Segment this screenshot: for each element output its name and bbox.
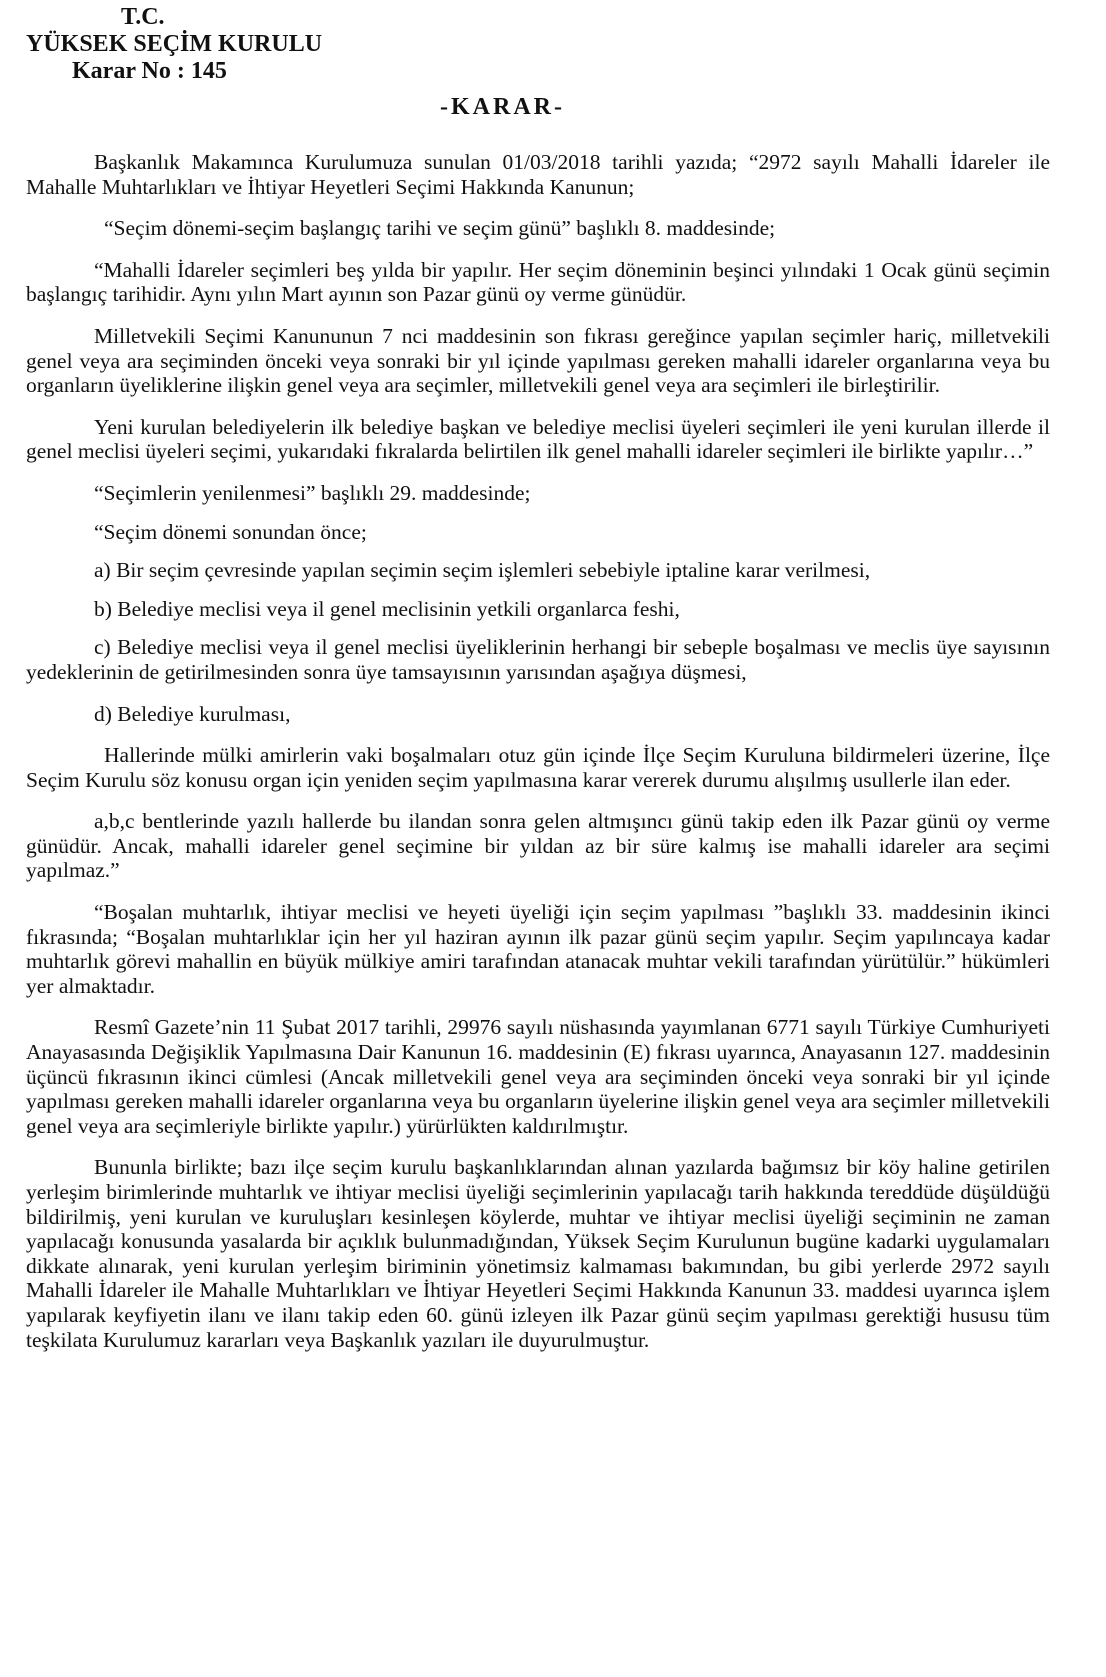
paragraph: “Mahalli İdareler seçimleri beş yılda bir yapılır. Her seçim döneminin beşinci yılındaki 1 Ocak günü seçimin başlangıç tarihidir. Aynı yılın Mart ayının son Pazar günü oy verme günüdür. [26,257,1050,307]
paragraph: “Seçim dönemi-seçim başlangıç tarihi ve seçim günü” başlıklı 8. maddesinde; [104,216,776,241]
decision-body [26,150,1050,1369]
paragraph: Bununla birlikte; bazı ilçe seçim kurulu başkanlıklarından alınan yazılarda bağımsız bir köy haline getirilen yerleşim birimlerinde muhtarlık ve ihtiyar meclisi üyeliği seçimlerinin yapılacağı tarih hakkında tereddüde düşüldüğü bildirilmiş, yeni kurulan ve kuruluşları kesinleşen köylerde, muhtar ve ihtiyar meclisi üyeliği seçiminin ne zaman yapılacağı konusunda yasalarda bir açıklık bulunmadığından, Yüksek Seçim Kurulunun bugüne kadarki uygulamaları dikkate alınarak, yeni kurulan yerleşim biriminin yönetimsiz kalmaması bakımından, bu gibi yerlerde 2972 sayılı Mahalli İdareler ile Mahalle Muhtarlıkları ve İhtiyar Heyetleri Seçimi Hakkında Kanunun 33. maddesi uyarınca işlem yapılarak keyfiyetin ilanı ve ilanı takip eden 60. günü izleyen ilk Pazar günü seçim yapılması gerektiği hususu tüm teşkilata Kurulumuz kararları veya Başkanlık yazıları ile duyurulmuştur. [26,1155,1050,1352]
list-item: c) Belediye meclisi veya il genel meclisi üyeliklerinin herhangi bir sebeple boşalması ve meclis üye sayısının yedeklerinin de getirilmesinden sonra üye tamsayısının yarısından aşağıya düşmesi, [26,635,1050,684]
decision-title: -KARAR- [440,94,565,120]
paragraph: “Boşalan muhtarlık, ihtiyar meclisi ve heyeti üyeliği için seçim yapılması ”başlıklı 33. maddesinin ikinci fıkrasında; “Boşalan muhtarlıklar için her yıl haziran ayının ilk pazar günü seçim yapılır. Seçim yapılıncaya kadar muhtarlık görevi mahallin en büyük mülkiye amiri tarafından atanacak muhtar vekili tarafından yürütülür.” hükümleri yer almaktadır. [26,900,1050,998]
paragraph: “Seçimlerin yenilenmesi” başlıklı 29. maddesinde; [94,480,531,505]
paragraph: “Seçim dönemi sonundan önce; [94,519,367,544]
paragraph: Milletvekili Seçimi Kanununun 7 nci maddesinin son fıkrası gereğince yapılan seçimler hariç, milletvekili genel veya ara seçiminden önceki veya sonraki bir yıl içinde yapılması gereken mahalli idareler organlarına veya bu organların üyeliklerine ilişkin genel veya ara seçimler, milletvekili genel veya ara seçimleri ile birleştirilir. [26,323,1050,398]
paragraph: Yeni kurulan belediyelerin ilk belediye başkan ve belediye meclisi üyeleri seçimleri ile yeni kurulan illerde il genel meclisi üyeleri seçimi, yukarıdaki fıkralarda belirtilen ilk genel mahalli idareler seçimleri ile birlikte yapılır…” [26,414,1050,464]
header-decision-number: Karar No : 145 [72,58,227,84]
list-item: a) Bir seçim çevresinde yapılan seçimin seçim işlemleri sebebiyle iptaline karar verilmesi, [94,558,871,583]
document-header [26,4,322,85]
paragraph: Hallerinde mülki amirlerin vaki boşalmaları otuz gün içinde İlçe Seçim Kuruluna bildirmeleri üzerine, İlçe Seçim Kurulu söz konusu organ için yeniden seçim yapılmasına karar vererek durumu alışılmış usullerle ilan eder. [26,743,1050,792]
paragraph: a,b,c bentlerinde yazılı hallerde bu ilandan sonra gelen altmışıncı günü takip eden ilk Pazar günü oy verme günüdür. Ancak, mahalli idareler genel seçimine bir yıldan az bir süre kalmış ise mahalli idareler ara seçimi yapılmaz.” [26,809,1050,883]
header-country: T.C. [121,4,165,30]
list-item: d) Belediye kurulması, [94,701,291,726]
list-item: b) Belediye meclisi veya il genel meclisinin yetkili organlarca feshi, [94,596,680,621]
paragraph: Resmî Gazete’nin 11 Şubat 2017 tarihli, 29976 sayılı nüshasında yayımlanan 6771 sayılı Türkiye Cumhuriyeti Anayasasında Değişiklik Yapılmasına Dair Kanunun 16. maddesinin (E) fıkrası uyarınca, Anayasanın 127. maddesinin üçüncü fıkrasının ikinci cümlesi (Ancak milletvekili genel veya ara seçiminden önceki veya sonraki bir yıl içinde yapılması gereken mahalli idareler organlarına veya bu organların üyelerine ilişkin genel veya ara seçimler milletvekili genel veya ara seçimleriyle birlikte yapılır.) yürürlükten kaldırılmıştır. [26,1015,1050,1138]
paragraph: Başkanlık Makamınca Kurulumuza sunulan 01/03/2018 tarihli yazıda; “2972 sayılı Mahalli İdareler ile Mahalle Muhtarlıkları ve İhtiyar Heyetleri Seçimi Hakkında Kanunun; [26,150,1050,199]
header-institution: YÜKSEK SEÇİM KURULU [26,31,323,57]
